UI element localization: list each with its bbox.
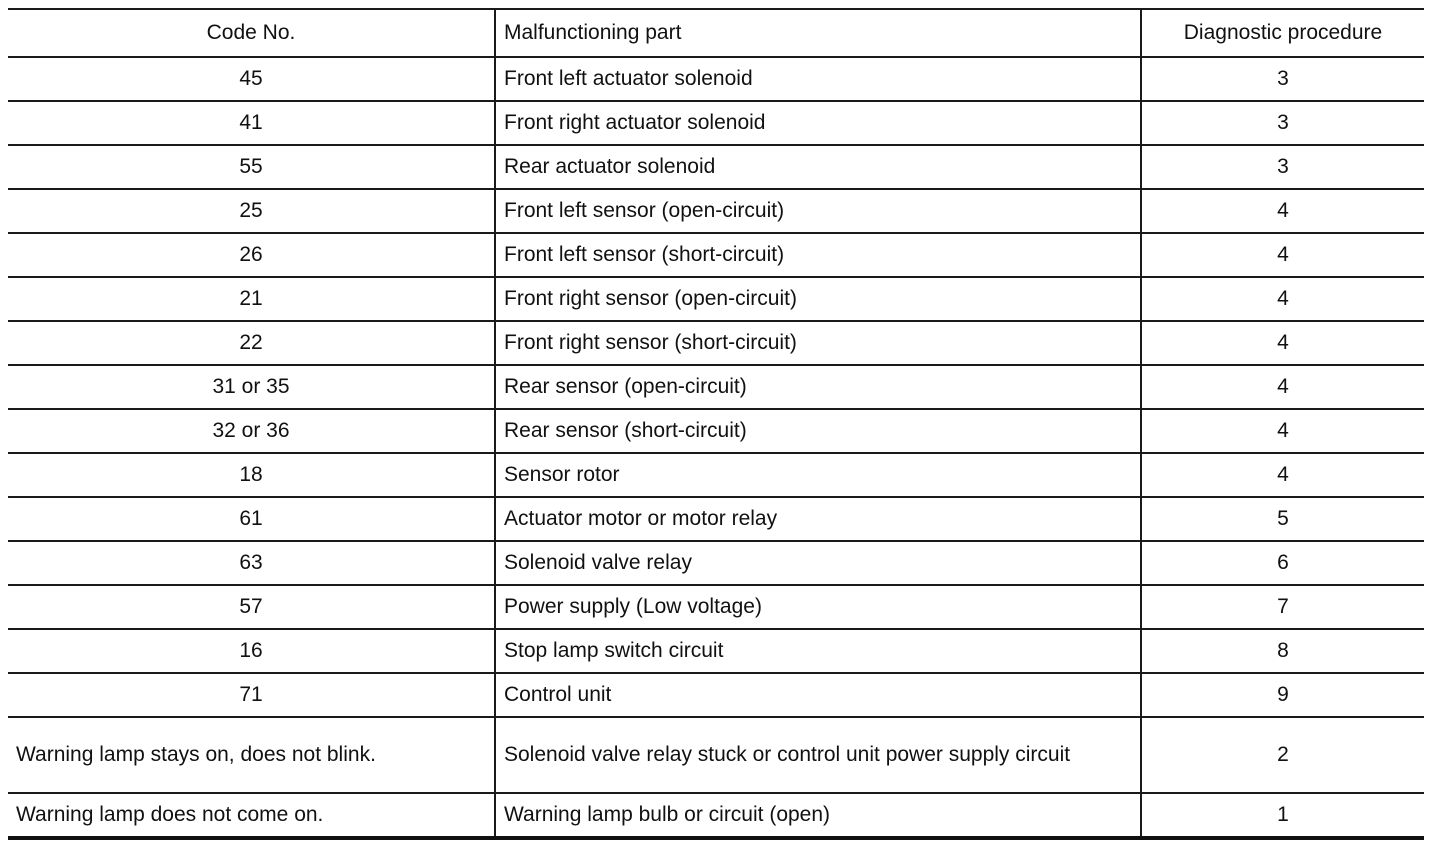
table-row [8,365,1424,409]
code-cell: 18 [8,453,495,497]
table-row [8,793,1424,838]
diag-cell: 4 [1141,233,1424,277]
table-row [8,497,1424,541]
table-row [8,57,1424,101]
code-cell: Warning lamp stays on, does not blink. [8,717,495,793]
header-row [8,9,1424,57]
table-row [8,145,1424,189]
code-cell: 63 [8,541,495,585]
diag-cell: 8 [1141,629,1424,673]
code-cell: 71 [8,673,495,717]
table-body [8,57,1424,838]
table-row [8,233,1424,277]
part-cell: Front left sensor (open-circuit) [495,189,1141,233]
part-cell: Power supply (Low voltage) [495,585,1141,629]
diag-cell: 4 [1141,321,1424,365]
code-cell: 31 or 35 [8,365,495,409]
diag-cell: 4 [1141,453,1424,497]
part-cell: Rear sensor (open-circuit) [495,365,1141,409]
diag-cell: 4 [1141,189,1424,233]
code-cell: 16 [8,629,495,673]
diag-cell: 3 [1141,101,1424,145]
table-row [8,321,1424,365]
code-cell: 61 [8,497,495,541]
code-cell: 55 [8,145,495,189]
part-cell: Control unit [495,673,1141,717]
table-header [8,9,1424,57]
table-row [8,453,1424,497]
part-cell: Sensor rotor [495,453,1141,497]
diag-cell: 4 [1141,409,1424,453]
header-diagnostic-procedure: Diagnostic procedure [1141,9,1424,57]
diag-cell: 9 [1141,673,1424,717]
part-cell: Rear sensor (short-circuit) [495,409,1141,453]
table-row [8,409,1424,453]
part-cell: Warning lamp bulb or circuit (open) [495,793,1141,838]
part-cell: Rear actuator solenoid [495,145,1141,189]
code-cell: 45 [8,57,495,101]
diag-cell: 7 [1141,585,1424,629]
part-cell: Front left actuator solenoid [495,57,1141,101]
code-cell: 26 [8,233,495,277]
header-code-no: Code No. [8,9,495,57]
code-cell: 41 [8,101,495,145]
diag-cell: 4 [1141,365,1424,409]
code-cell: 25 [8,189,495,233]
code-cell: 21 [8,277,495,321]
code-cell: 57 [8,585,495,629]
part-cell: Front right sensor (short-circuit) [495,321,1141,365]
part-cell: Front left sensor (short-circuit) [495,233,1141,277]
part-cell: Front right actuator solenoid [495,101,1141,145]
diag-cell: 1 [1141,793,1424,838]
table-row [8,717,1424,793]
diagnostic-code-table [8,8,1424,840]
diag-cell: 6 [1141,541,1424,585]
table-row [8,101,1424,145]
table-row [8,629,1424,673]
diag-cell: 2 [1141,717,1424,793]
code-cell: Warning lamp does not come on. [8,793,495,838]
table-row [8,277,1424,321]
code-cell: 22 [8,321,495,365]
part-cell: Stop lamp switch circuit [495,629,1141,673]
diag-cell: 3 [1141,145,1424,189]
table-row [8,585,1424,629]
table-row [8,673,1424,717]
part-cell: Actuator motor or motor relay [495,497,1141,541]
code-cell: 32 or 36 [8,409,495,453]
diag-cell: 4 [1141,277,1424,321]
part-cell: Front right sensor (open-circuit) [495,277,1141,321]
diag-cell: 3 [1141,57,1424,101]
diag-cell: 5 [1141,497,1424,541]
header-malfunctioning-part: Malfunctioning part [495,9,1141,57]
part-cell: Solenoid valve relay stuck or control unit power supply circuit [495,717,1141,793]
table-row [8,189,1424,233]
table-row [8,541,1424,585]
part-cell: Solenoid valve relay [495,541,1141,585]
